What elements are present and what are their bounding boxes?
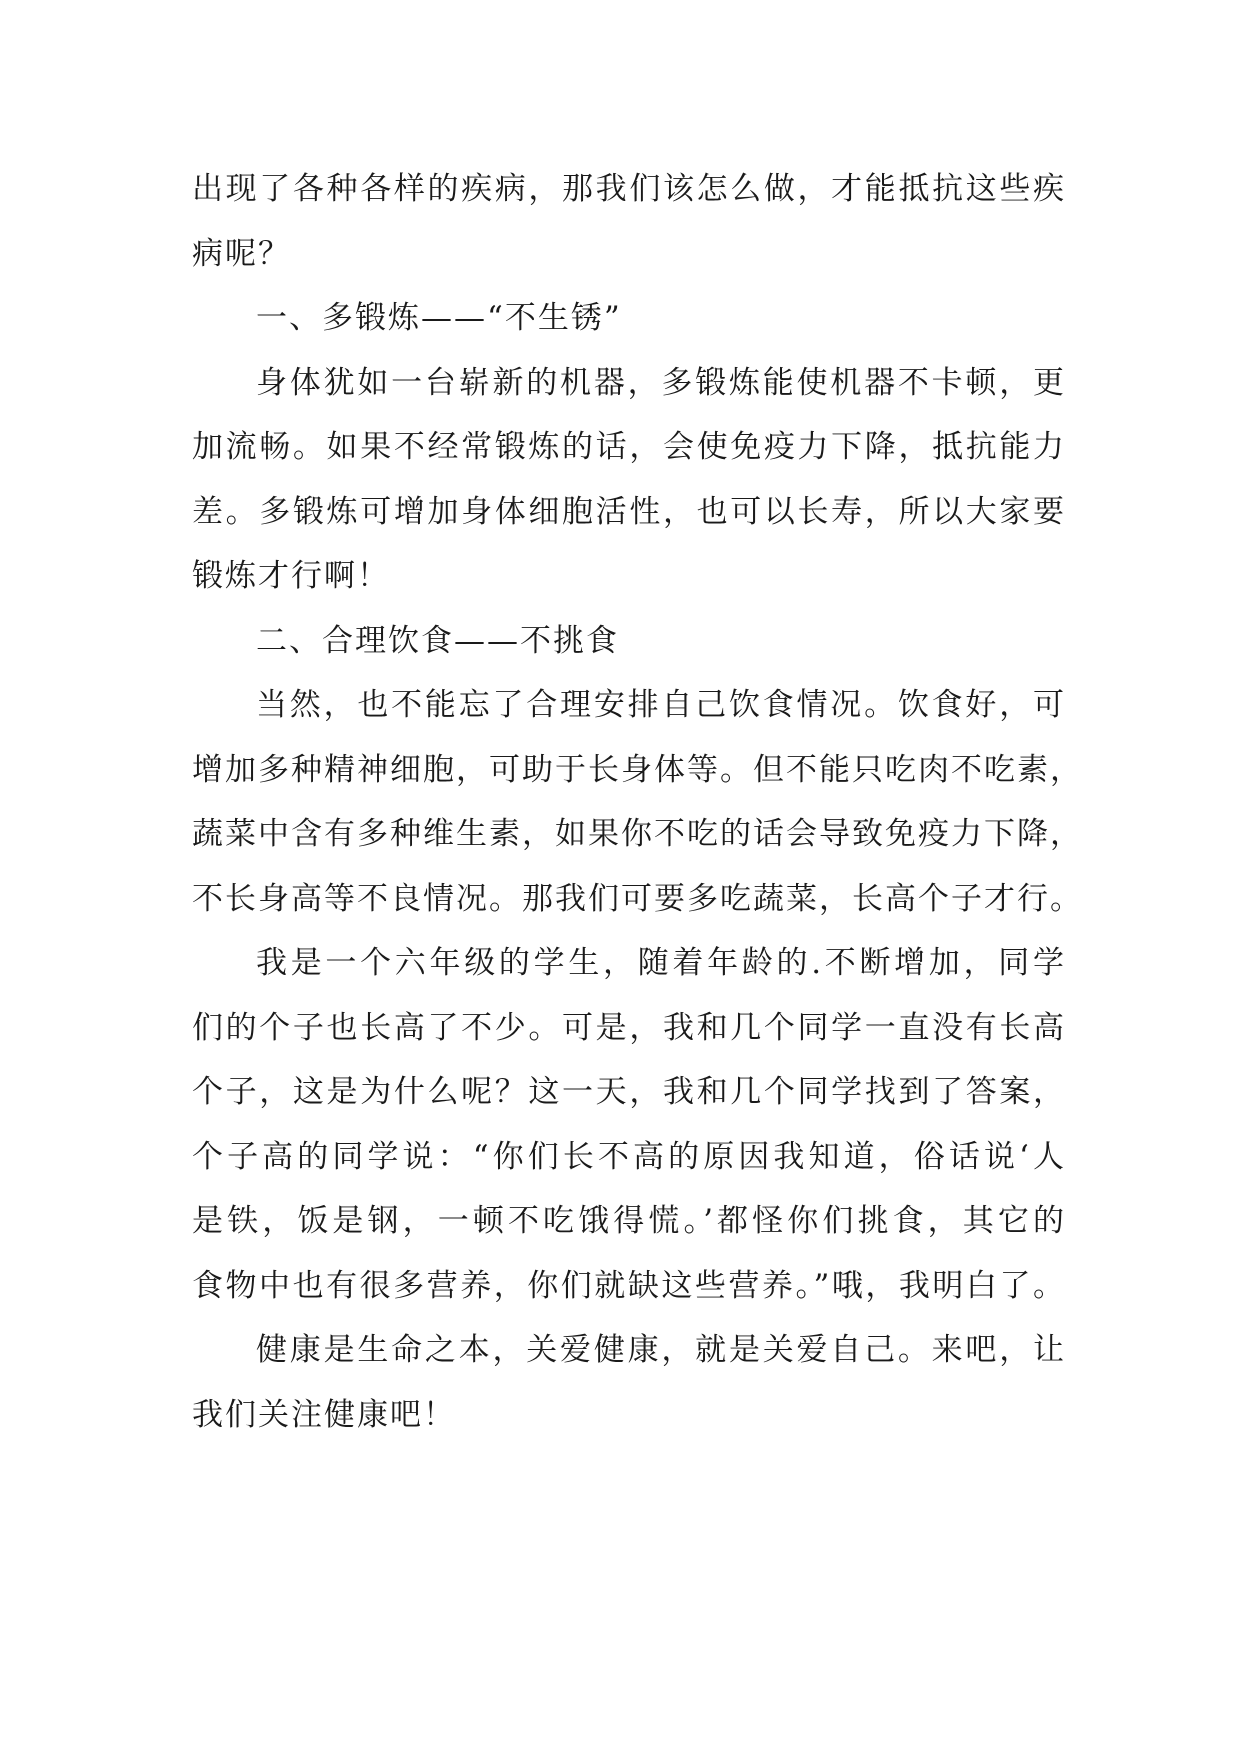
text-line: 一、多锻炼——“不生锈” [256, 300, 622, 336]
text-line: 差。多锻炼可增加身体细胞活性，也可以长寿，所以大家要 [192, 493, 1066, 530]
text-line: 加流畅。如果不经常锻炼的话，会使免疫力下降，抵抗能力 [192, 429, 1066, 465]
text-line: 个子，这是为什么呢？这一天，我和几个同学找到了答案， [192, 1074, 1066, 1110]
text-line: 健康是生命之本，关爱健康，就是关爱自己。来吧，让 [256, 1332, 1066, 1368]
text-line: 身体犹如一台崭新的机器，多锻炼能使机器不卡顿，更 [256, 364, 1066, 401]
text-line: 增加多种精神细胞，可助于长身体等。但不能只吃肉不吃素， [192, 751, 1083, 788]
text-line: 病呢？ [192, 235, 291, 272]
text-line: 出现了各种各样的疾病，那我们该怎么做，才能抵抗这些疾 [192, 171, 1066, 207]
document-body [192, 157, 1083, 1447]
text-line: 二、合理饮食——不挑食 [256, 622, 619, 659]
text-line: 们的个子也长高了不少。可是，我和几个同学一直没有长高 [192, 1009, 1066, 1046]
text-line: 不长身高等不良情况。那我们可要多吃蔬菜，长高个子才行。 [192, 880, 1083, 917]
text-line: 个子高的同学说：“你们长不高的原因我知道，俗话说‘人 [192, 1138, 1066, 1175]
text-line: 我们关注健康吧！ [192, 1396, 456, 1433]
text-line: 食物中也有很多营养，你们就缺这些营养。”哦，我明白了。 [192, 1267, 1066, 1304]
text-line: 蔬菜中含有多种维生素，如果你不吃的话会导致免疫力下降， [192, 816, 1083, 852]
text-line: 我是一个六年级的学生，随着年龄的.不断增加，同学 [256, 945, 1066, 981]
text-line: 当然，也不能忘了合理安排自己饮食情况。饮食好，可 [256, 687, 1066, 723]
text-line: 锻炼才行啊！ [192, 558, 390, 594]
text-line: 是铁，饭是钢，一顿不吃饿得慌。’都怪你们挑食，其它的 [192, 1203, 1066, 1239]
